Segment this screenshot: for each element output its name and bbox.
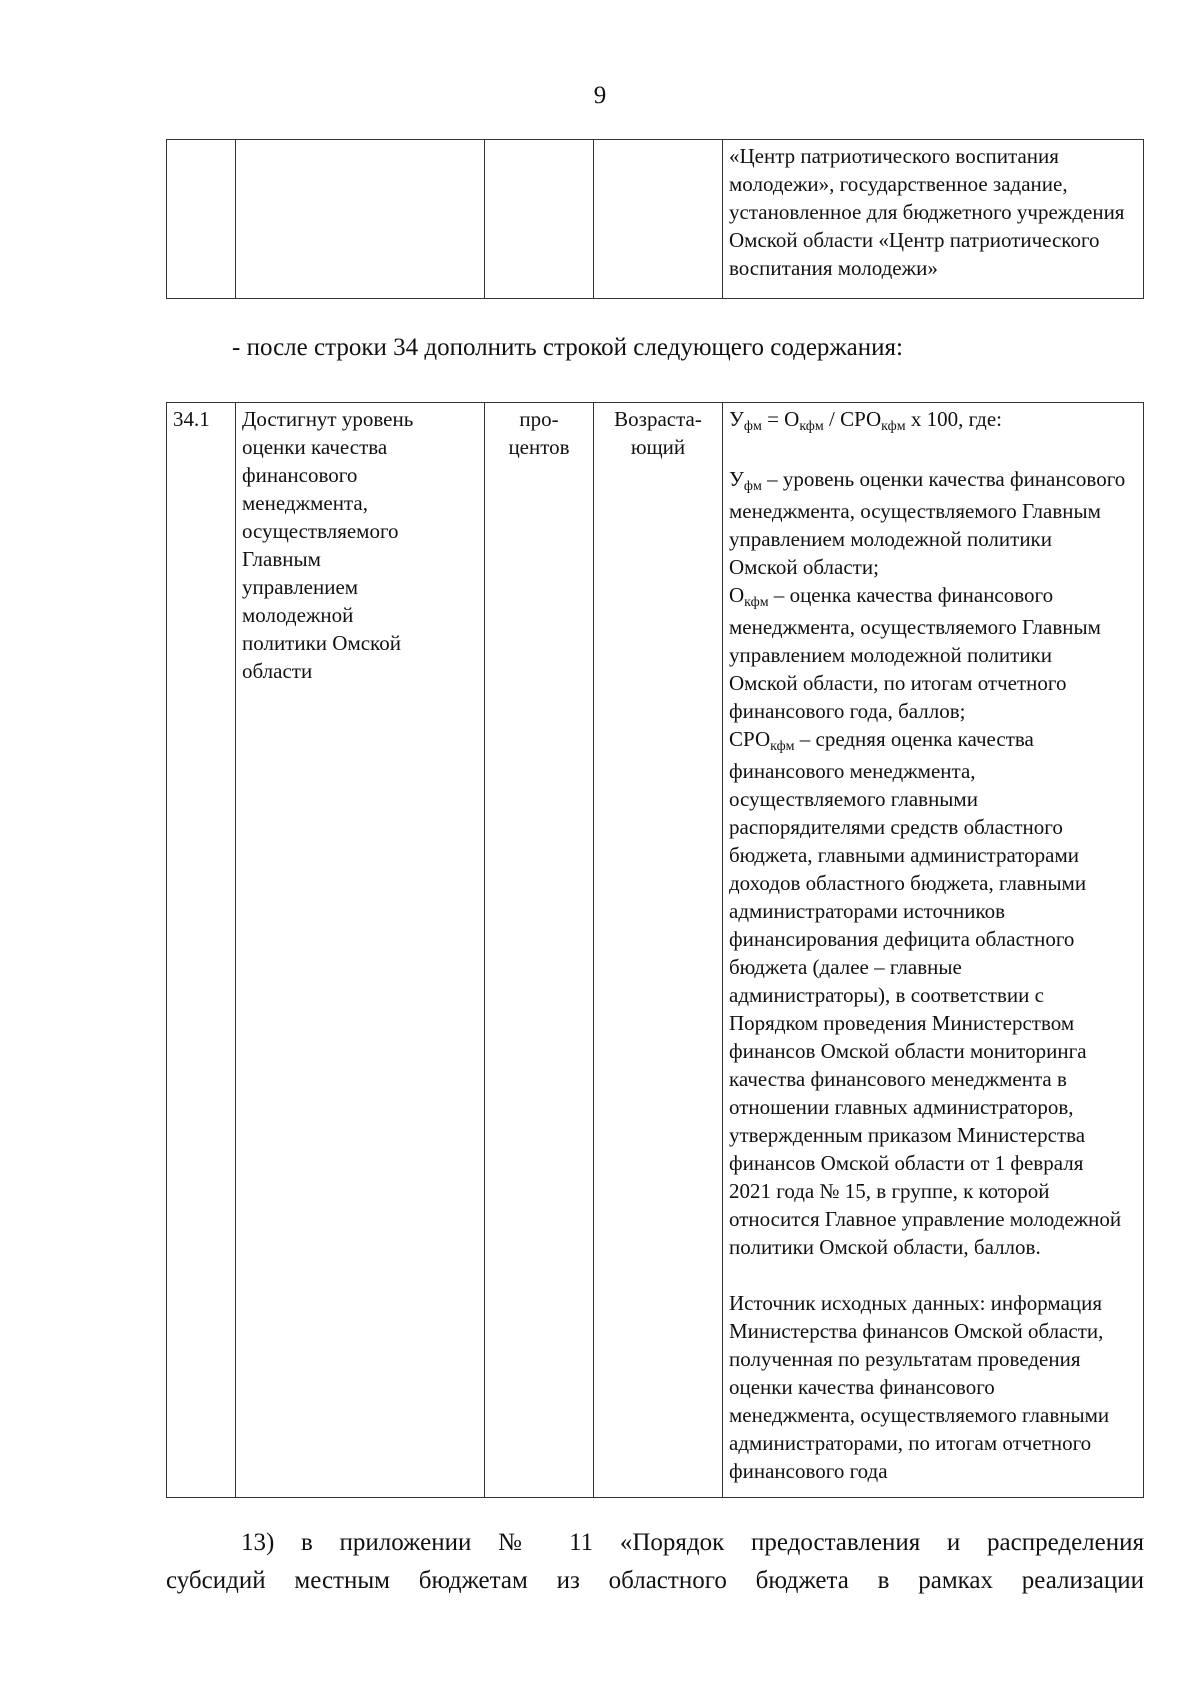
text-line: Достигнут уровень (242, 407, 414, 431)
text-line: бюджета (далее – главные (729, 955, 962, 979)
definition-o: Окфм – оценка качества финансового менеджмента, осуществляемого Главным управлением молодежной политики Омской области, по итогам отчетного финансового года, баллов; (729, 583, 1101, 723)
paragraph-13 (166, 1524, 1144, 1600)
text-line: менеджмента, (242, 491, 368, 515)
text-line: финансов Омской области от 1 февраля (729, 1151, 1084, 1175)
text-line: области (242, 659, 313, 683)
text-line: Омской области; (729, 555, 879, 579)
text-line: финансового менеджмента, (729, 759, 976, 783)
text-line: – средняя оценка качества (799, 727, 1034, 751)
text-line: Омской области, по итогам отчетного (729, 671, 1067, 695)
table-cell-indicator (236, 140, 485, 299)
text-line: молодежной (242, 603, 354, 627)
text-line: отношении главных администраторов, (729, 1095, 1074, 1119)
calculation-method (723, 403, 1144, 1498)
instruction-text: - после строки 34 дополнить строкой следующего содержания: (232, 334, 903, 361)
definition-u: Уфм – уровень оценки качества финансового менеджмента, осуществляемого Главным управлением молодежной политики Омской области; (729, 467, 1126, 579)
page-number: 9 (593, 82, 607, 109)
text-line: менеджмента, осуществляемого Главным (729, 499, 1101, 523)
table-cell-number (167, 140, 236, 299)
text-line: качества финансового менеджмента в (729, 1067, 1067, 1091)
text-line: оценки качества (242, 435, 388, 459)
table-cell-unit (485, 140, 594, 299)
data-source (729, 1289, 1137, 1485)
text-line: финансов Омской области мониторинга (729, 1039, 1087, 1063)
text-line: Омской области «Центр патриотического (729, 228, 1100, 252)
table-cell-trend (594, 140, 723, 299)
text-line: осуществляемого (242, 519, 399, 543)
text-line: про- (519, 407, 559, 431)
text-line: Министерства финансов Омской области, (729, 1319, 1104, 1343)
text-line: – оценка качества финансового (773, 583, 1054, 607)
text-line: менеджмента, осуществляемого Главным (729, 615, 1101, 639)
continued-table (166, 139, 1144, 299)
text-line: Возраста- (614, 407, 702, 431)
text-line: политики Омской (242, 631, 401, 655)
text-line: администраторами, по итогам отчетного (729, 1431, 1092, 1455)
text-line: – уровень оценки качества финансового (767, 467, 1126, 491)
new-row-table (166, 402, 1144, 1498)
row-number: 34.1 (167, 403, 236, 1498)
trend-direction (594, 403, 723, 1498)
text-line: управлением молодежной политики (729, 643, 1052, 667)
indicator-name (236, 403, 485, 1498)
unit-of-measure (485, 403, 594, 1498)
text-line: финансирования дефицита областного (729, 927, 1075, 951)
text-line: финансового года (729, 1459, 888, 1483)
table-cell-method (723, 140, 1144, 299)
text-line: распорядителями средств областного (729, 815, 1063, 839)
text-line: «Центр патриотического воспитания (729, 144, 1059, 168)
text-line: утвержденным приказом Министерства (729, 1123, 1086, 1147)
text-line: финансового года, баллов; (729, 699, 966, 723)
paragraph-line: субсидий местным бюджетам из областного бюджета в рамках реализации (166, 1567, 1144, 1594)
definition-sro: СРОкфм – средняя оценка качества финансового менеджмента, осуществляемого главными распорядителями средств областного бюджета, главными администраторами доходов областного бюджета, главными администраторами источников финансирования дефицита областного бюджета (далее – главные администраторы), в соответствии с Порядком проведения Министерством финансов Омской области мониторинга качества финансового менеджмента в отношении главных администраторов, утвержденным приказом Министерства финансов Омской области от 1 февраля 2021 года № 15, в группе, к которой относится Главное управление молодежной политики Омской области, баллов. (729, 727, 1122, 1259)
text-line: Порядком проведения Министерством (729, 1011, 1075, 1035)
text-line: доходов областного бюджета, главными (729, 871, 1087, 895)
table-row (167, 403, 1144, 1498)
text-line: относится Главное управление молодежной (729, 1207, 1122, 1231)
text-line: управлением (242, 575, 359, 599)
text-line: бюджета, главными администраторами (729, 843, 1079, 867)
text-line: молодежи», государственное задание, (729, 172, 1068, 196)
table-row (167, 140, 1144, 299)
text-line: Главным (242, 547, 321, 571)
text-line: оценки качества финансового (729, 1375, 995, 1399)
text-line: ющий (630, 435, 686, 459)
text-line: 2021 года № 15, в группе, к которой (729, 1179, 1050, 1203)
text-line: финансового (242, 463, 358, 487)
formula: Уфм = Окфм / СРОкфм х 100, где: (729, 407, 1002, 434)
text-line: администраторами источников (729, 899, 1006, 923)
text-line: полученная по результатам проведения (729, 1347, 1081, 1371)
text-line: администраторы), в соответствии с (729, 983, 1044, 1007)
text-line: политики Омской области, баллов. (729, 1235, 1041, 1259)
text-line: менеджмента, осуществляемого главными (729, 1403, 1110, 1427)
method-text (729, 142, 1137, 282)
paragraph-line: 13) в приложении № 11 «Порядок предоставления и распределения (241, 1529, 1144, 1556)
text-line: осуществляемого главными (729, 787, 978, 811)
text-line: установленное для бюджетного учреждения (729, 200, 1125, 224)
text-line: центов (508, 435, 570, 459)
text-line: воспитания молодежи» (729, 256, 938, 280)
text-line: Источник исходных данных: информация (729, 1291, 1103, 1315)
text-line: управлением молодежной политики (729, 527, 1052, 551)
